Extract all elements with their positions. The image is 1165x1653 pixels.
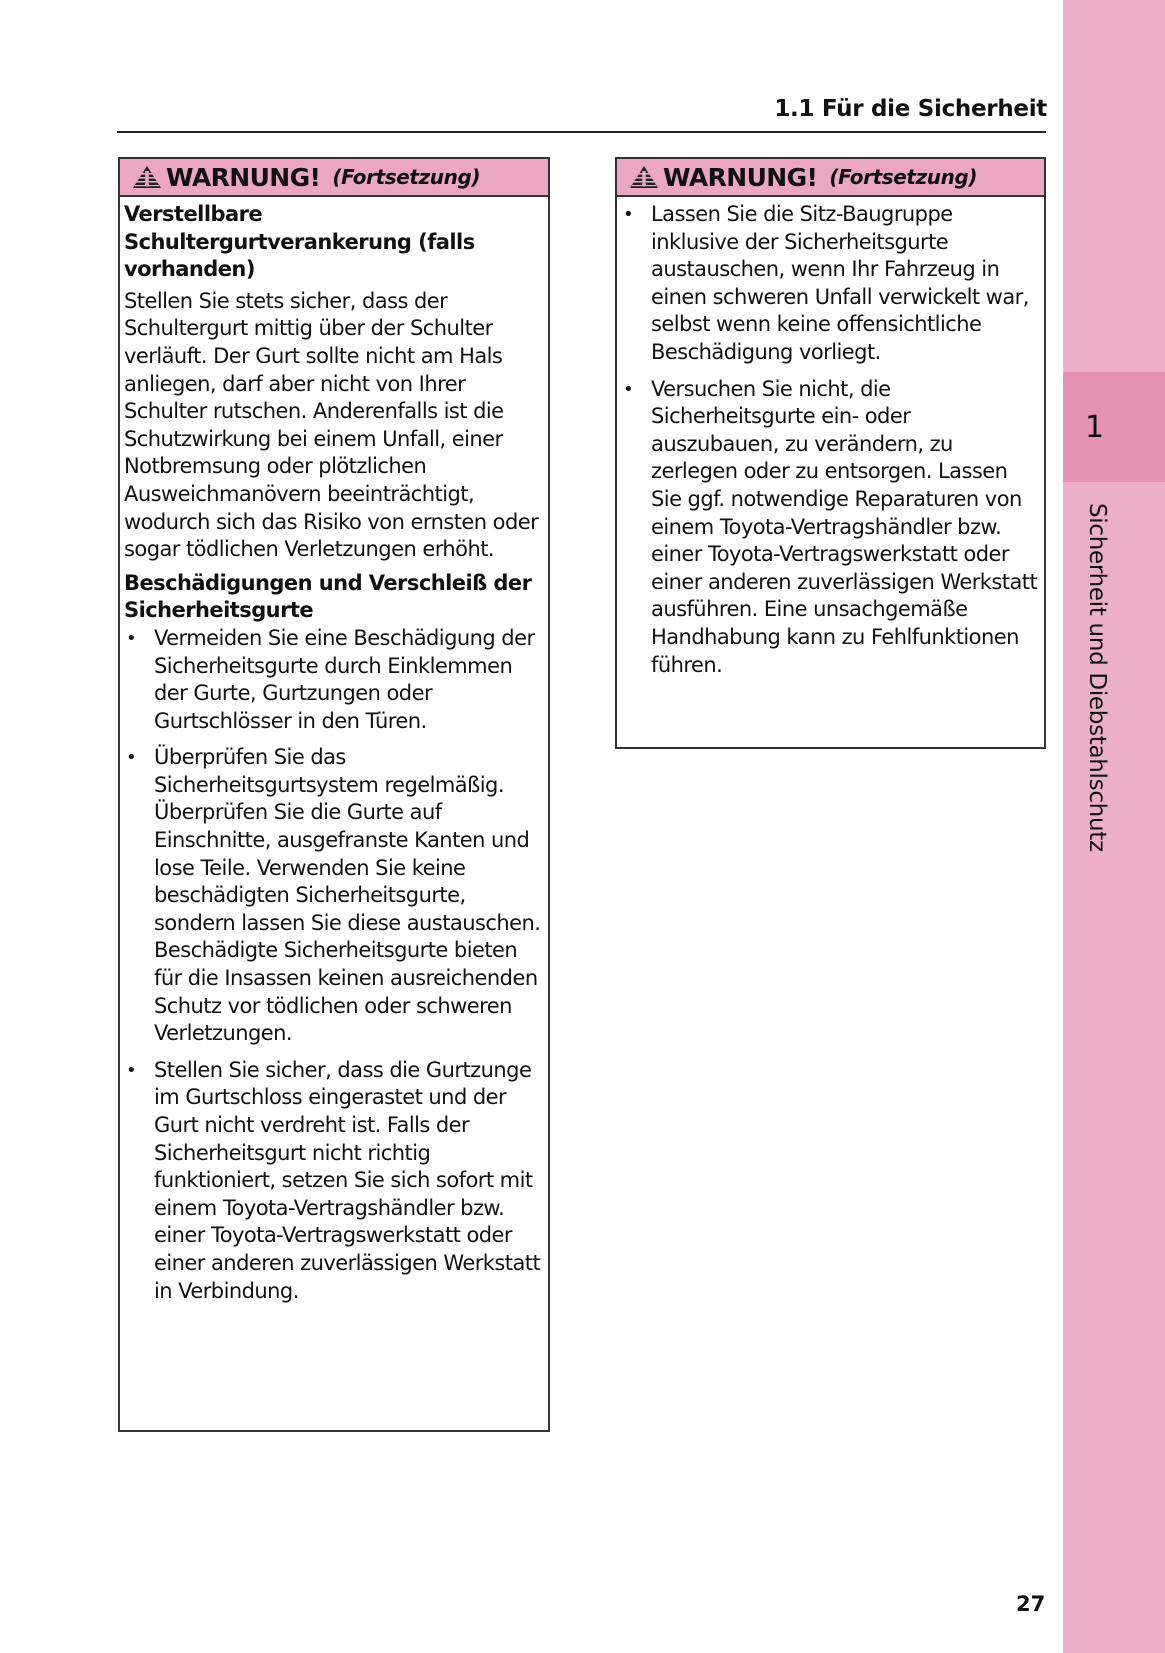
list-item-text: Versuchen Sie nicht, die Sicherheitsgurte ein- oder auszubauen, zu verändern, zu zerlegen oder zu entsorgen. Lassen Sie ggf. notwendige Reparaturen von einem Toyota-Vertragshändler bzw. einer Toyota-Vertragswerkstatt oder einer anderen zuverlässigen Werkstatt ausführen. Eine unsachgemäße Handhabung kann zu Fehlfunktionen führen. — [651, 376, 1038, 677]
warning-body — [120, 197, 548, 1305]
subsection-heading: Beschädigungen und Verschleiß der Sicherheitsgurte — [124, 570, 532, 623]
warning-subtitle: (Fortsetzung) — [829, 165, 978, 189]
warning-title: WARNUNG! — [166, 162, 321, 192]
chapter-tab[interactable] — [1063, 372, 1165, 482]
warning-header — [120, 159, 548, 197]
warning-box-right — [615, 157, 1046, 749]
warning-triangle-icon — [629, 165, 659, 189]
section-header: 1.1 Für die Sicherheit — [774, 96, 1047, 122]
bullet-icon: • — [623, 378, 634, 400]
warning-header — [617, 159, 1044, 197]
warning-body — [617, 197, 1044, 679]
paragraph: Stellen Sie stets sicher, dass der Schultergurt mittig über der Schulter verläuft. Der Gurt sollte nicht am Hals anliegen, darf aber nicht von Ihrer Schulter rutschen. Anderenfalls ist die Schutzwirkung bei einem Unfall, einer Notbremsung oder plötzlichen Ausweichmanövern beeinträchtigt, wodurch sich das Risiko von ernsten oder sogar tödlichen Verletzungen erhöht. — [124, 288, 539, 562]
warning-title: WARNUNG! — [663, 162, 818, 192]
bullet-list — [124, 625, 542, 1305]
bullet-list — [621, 201, 1038, 679]
page-number: 27 — [1016, 1592, 1046, 1616]
bullet-icon: • — [126, 747, 137, 769]
list-item — [621, 376, 1038, 680]
list-item-text: Lassen Sie die Sitz-Baugruppe inklusive der Sicherheitsgurte austauschen, wenn Ihr Fahrzeug in einen schweren Unfall verwickelt war, selbst wenn keine offensichtliche Beschädigung vorliegt. — [651, 202, 1029, 364]
subsection-heading: Verstellbare Schultergurtverankerung (falls vorhanden) — [124, 202, 475, 282]
chapter-title-vertical — [1063, 503, 1113, 863]
warning-triangle-icon — [132, 165, 162, 189]
warning-box-left — [118, 157, 550, 1432]
list-item-text: Überprüfen Sie das Sicherheitsgurtsystem regelmäßig. Überprüfen Sie die Gurte auf Einschnitte, ausgefranste Kanten und lose Teile. Verwenden Sie keine beschädigten Sicherheitsgurte, sondern lassen Sie diese austauschen. Beschädigte Sicherheitsgurte bieten für die Insassen keinen ausreichenden Schutz vor tödlichen oder schweren Verletzungen. — [154, 745, 541, 1046]
header-divider — [117, 131, 1046, 133]
bullet-icon: • — [126, 1059, 137, 1081]
list-item — [124, 744, 542, 1048]
list-item — [124, 625, 542, 735]
list-item-text: Stellen Sie sicher, dass die Gurtzunge im Gurtschloss eingerastet und der Gurt nicht verdreht ist. Falls der Sicherheitsgurt nicht richtig funktioniert, setzen Sie sich sofort mit einem Toyota-Vertragshändler bzw. einer Toyota-Vertragswerkstatt oder einer anderen zuverlässigen Werkstatt in Verbindung. — [154, 1057, 541, 1303]
chapter-title: Sicherheit und Diebstahlschutz — [1084, 503, 1110, 852]
list-item — [621, 201, 1038, 367]
bullet-icon: • — [623, 204, 634, 225]
warning-subtitle: (Fortsetzung) — [332, 165, 481, 189]
chapter-number: 1 — [1085, 409, 1105, 445]
list-item — [124, 1057, 542, 1305]
bullet-icon: • — [126, 627, 137, 649]
list-item-text: Vermeiden Sie eine Beschädigung der Sicherheitsgurte durch Einklemmen der Gurte, Gurtzungen oder Gurtschlösser in den Türen. — [154, 625, 535, 733]
